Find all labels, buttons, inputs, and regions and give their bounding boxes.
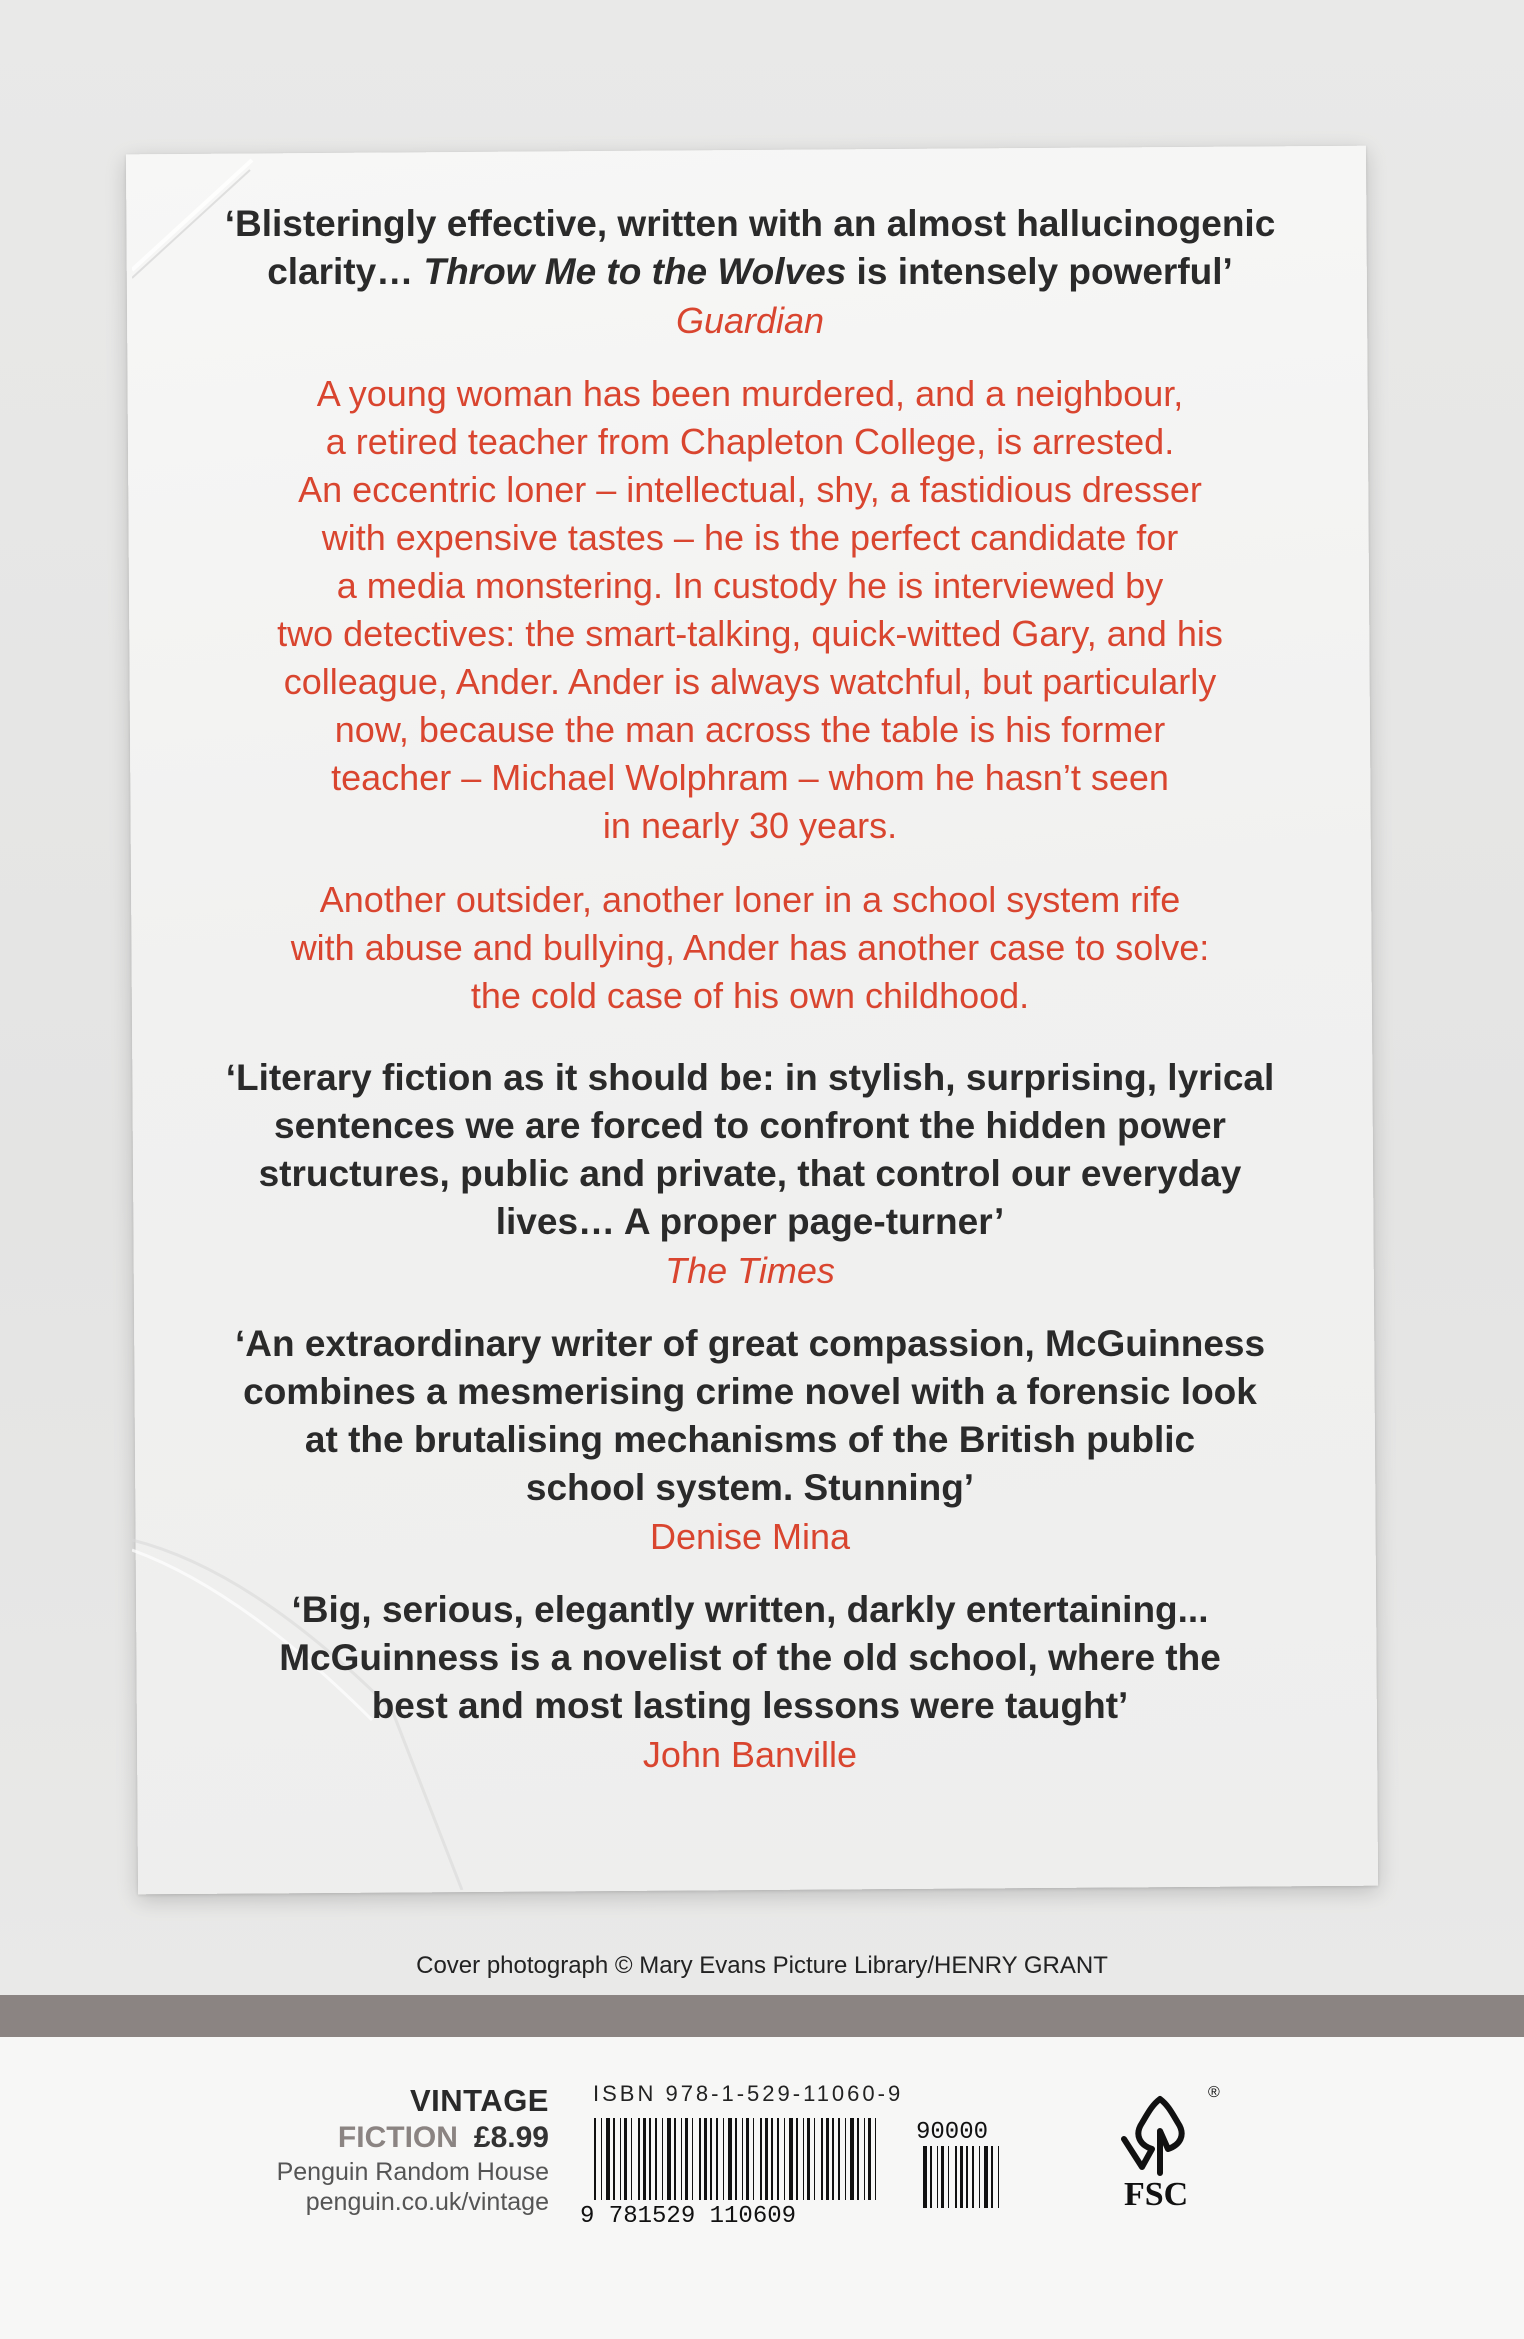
fsc-logo-icon [1090,2075,1230,2215]
registered-mark: ® [1208,2084,1220,2101]
quote-source-times: The Times [665,1250,835,1291]
isbn-label: ISBN 978-1-529-11060-9 [593,2081,904,2106]
barcode-icon [580,2110,1060,2230]
review-quote-banville: ‘Big, serious, elegantly written, darkly entertaining... McGuinness is a novelist of the old school, where the best and most lasting lessons were taught’ [279,1589,1221,1726]
imprint-label: VINTAGE [410,2083,549,2118]
quote-source-banville: John Banville [642,1734,858,1775]
photo-credit: Cover photograph © Mary Evans Picture Library/HENRY GRANT [416,1952,1108,1979]
quote-lead: ‘Blisteringly effective, written with an almost hallucinogenic clarity… [224,203,1276,292]
category-label: FICTION [337,2121,458,2154]
quote-source-mina: Denise Mina [649,1516,851,1557]
book-title: Throw Me to the Wolves [423,251,847,292]
barcode-addon-digits: 90000 [916,2119,989,2146]
blurb-paragraph-2: Another outsider, another loner in a school system rife with abuse and bullying, Ander has another case to solve: the cold case of his own childhood. [290,879,1210,1016]
quote-tail: is intensely powerful’ [846,251,1233,292]
review-quote-times: ‘Literary fiction as it should be: in stylish, surprising, lyrical sentences we are forced to confront the hidden power structures, public and private, that control our everyday lives… A proper page-turner’ [225,1057,1275,1242]
barcode-digits: 9 781529 110609 [580,2203,797,2230]
publisher-block [277,2083,549,2217]
publisher-website: penguin.co.uk/vintage [305,2188,549,2216]
fsc-label: FSC [1124,2176,1189,2213]
back-cover-text [160,200,1340,1778]
publisher-name: Penguin Random House [276,2158,549,2186]
divider-band [0,1995,1524,2037]
quote-source-guardian: Guardian [675,300,825,341]
price-label: £8.99 [473,2121,549,2154]
review-quote-guardian [220,200,1280,296]
blurb-paragraph-1: A young woman has been murdered, and a neighbour, a retired teacher from Chapleton College, is arrested. An eccentric loner – intellectual, shy, a fastidious dresser with expensive tastes – he is the perfect candidate for a media monstering. In custody he is interviewed by two detectives: the smart-talking, quick-witted Gary, and his colleague, Ander. Ander is always watchful, but particularly now, because the man across the table is his former teacher – Michael Wolphram – whom he hasn’t seen in nearly 30 years. [277,373,1223,846]
review-quote-mina: ‘An extraordinary writer of great compassion, McGuinness combines a mesmerising crime novel with a forensic look at the brutalising mechanisms of the British public school system. Stunning’ [234,1323,1266,1508]
